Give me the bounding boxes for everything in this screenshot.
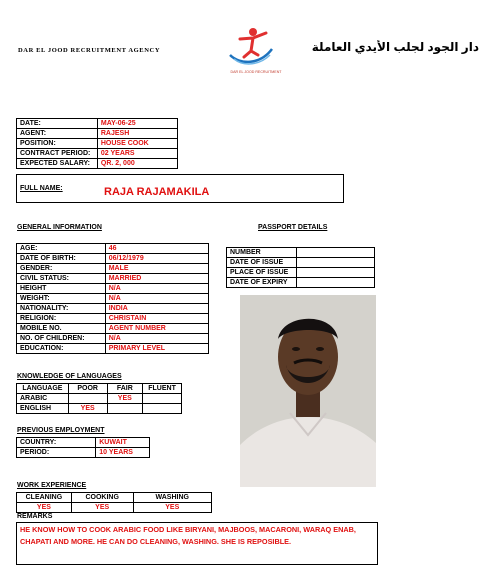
agency-logo-icon bbox=[226, 25, 274, 67]
full-name-value: RAJA RAJAMAKILA bbox=[104, 186, 210, 198]
summary-label: EXPECTED SALARY: bbox=[17, 159, 98, 169]
general-row bbox=[17, 304, 209, 314]
general-label: EDUCATION: bbox=[17, 344, 106, 354]
general-value: MALE bbox=[105, 264, 208, 274]
column-header: COOKING bbox=[71, 493, 133, 503]
applicant-photo bbox=[240, 295, 376, 487]
general-label: NATIONALITY: bbox=[17, 304, 106, 314]
general-row bbox=[17, 284, 209, 294]
general-value: CHRISTAIN bbox=[105, 314, 208, 324]
passport-row bbox=[227, 258, 375, 268]
general-label: WEIGHT: bbox=[17, 294, 106, 304]
column-header: FAIR bbox=[107, 384, 143, 394]
summary-value: HOUSE COOK bbox=[97, 139, 177, 149]
general-label: AGE: bbox=[17, 244, 106, 254]
summary-value: 02 YEARS bbox=[97, 149, 177, 159]
language-name: ARABIC bbox=[17, 394, 69, 404]
passport-value bbox=[296, 258, 374, 268]
language-row bbox=[17, 404, 182, 414]
summary-row bbox=[17, 139, 178, 149]
languages-header-row bbox=[17, 384, 182, 394]
summary-value: MAY-06-25 bbox=[97, 119, 177, 129]
language-fair: YES bbox=[107, 394, 143, 404]
passport-details-title: PASSPORT DETAILS bbox=[258, 224, 328, 231]
agency-name-arabic: دار الجود لجلب الأيدي العاملة bbox=[312, 40, 479, 54]
language-fluent bbox=[143, 404, 182, 414]
passport-label: NUMBER bbox=[227, 248, 297, 258]
general-row bbox=[17, 344, 209, 354]
experience-value-row bbox=[17, 503, 212, 513]
general-row bbox=[17, 294, 209, 304]
column-header: FLUENT bbox=[143, 384, 182, 394]
summary-row bbox=[17, 159, 178, 169]
passport-label: DATE OF ISSUE bbox=[227, 258, 297, 268]
remarks-title: REMARKS bbox=[17, 513, 53, 520]
employment-label: COUNTRY: bbox=[17, 438, 96, 448]
general-row bbox=[17, 254, 209, 264]
experience-value: YES bbox=[17, 503, 72, 513]
language-fair bbox=[107, 404, 143, 414]
passport-table bbox=[226, 247, 375, 288]
agency-name-english: DAR EL JOOD RECRUITMENT AGENCY bbox=[18, 47, 161, 54]
general-info-table bbox=[16, 243, 209, 354]
column-header: POOR bbox=[68, 384, 107, 394]
employment-title: PREVIOUS EMPLOYMENT bbox=[17, 427, 105, 434]
experience-value: YES bbox=[71, 503, 133, 513]
summary-row bbox=[17, 119, 178, 129]
experience-value: YES bbox=[133, 503, 211, 513]
general-value: INDIA bbox=[105, 304, 208, 314]
general-label: RELIGION: bbox=[17, 314, 106, 324]
general-label: HEIGHT bbox=[17, 284, 106, 294]
general-value: PRIMARY LEVEL bbox=[105, 344, 208, 354]
employment-value: KUWAIT bbox=[96, 438, 150, 448]
passport-label: DATE OF EXPIRY bbox=[227, 278, 297, 288]
summary-table bbox=[16, 118, 178, 169]
employment-table bbox=[16, 437, 150, 458]
summary-label: DATE: bbox=[17, 119, 98, 129]
employment-row bbox=[17, 448, 150, 458]
language-fluent bbox=[143, 394, 182, 404]
full-name-label: FULL NAME: bbox=[20, 185, 63, 192]
language-poor: YES bbox=[68, 404, 107, 414]
language-row bbox=[17, 394, 182, 404]
logo-caption: DAR EL JOOD RECRUITMENT bbox=[230, 70, 282, 74]
language-poor bbox=[68, 394, 107, 404]
employment-row bbox=[17, 438, 150, 448]
passport-value bbox=[296, 248, 374, 258]
general-value: AGENT NUMBER bbox=[105, 324, 208, 334]
passport-label: PLACE OF ISSUE bbox=[227, 268, 297, 278]
passport-row bbox=[227, 268, 375, 278]
summary-row bbox=[17, 129, 178, 139]
general-value: 46 bbox=[105, 244, 208, 254]
general-value: 06/12/1979 bbox=[105, 254, 208, 264]
general-info-title: GENERAL INFORMATION bbox=[17, 224, 102, 231]
language-name: ENGLISH bbox=[17, 404, 69, 414]
general-label: NO. OF CHILDREN: bbox=[17, 334, 106, 344]
general-value: N/A bbox=[105, 284, 208, 294]
summary-row bbox=[17, 149, 178, 159]
general-row bbox=[17, 274, 209, 284]
passport-row bbox=[227, 278, 375, 288]
general-label: GENDER: bbox=[17, 264, 106, 274]
experience-header-row bbox=[17, 493, 212, 503]
general-label: DATE OF BIRTH: bbox=[17, 254, 106, 264]
passport-value bbox=[296, 278, 374, 288]
general-label: CIVIL STATUS: bbox=[17, 274, 106, 284]
column-header: CLEANING bbox=[17, 493, 72, 503]
languages-title: KNOWLEDGE OF LANGUAGES bbox=[17, 373, 122, 380]
remarks-text: HE KNOW HOW TO COOK ARABIC FOOD LIKE BIRYANI, MAJBOOS, MACARONI, WARAQ ENAB, CHAPATI AND MORE. HE CAN DO CLEANING, WASHING. SHE IS REPOSIBLE. bbox=[20, 525, 356, 546]
experience-table bbox=[16, 492, 212, 513]
passport-value bbox=[296, 268, 374, 278]
summary-value: QR. 2, 000 bbox=[97, 159, 177, 169]
employment-value: 10 YEARS bbox=[96, 448, 150, 458]
languages-table bbox=[16, 383, 182, 414]
general-label: MOBILE NO. bbox=[17, 324, 106, 334]
general-row bbox=[17, 264, 209, 274]
general-value: MARRIED bbox=[105, 274, 208, 284]
employment-label: PERIOD: bbox=[17, 448, 96, 458]
summary-value: RAJESH bbox=[97, 129, 177, 139]
general-value: N/A bbox=[105, 294, 208, 304]
passport-row bbox=[227, 248, 375, 258]
experience-title: WORK EXPERIENCE bbox=[17, 482, 87, 489]
column-header: WASHING bbox=[133, 493, 211, 503]
general-row bbox=[17, 324, 209, 334]
summary-label: AGENT: bbox=[17, 129, 98, 139]
general-row bbox=[17, 314, 209, 324]
general-row bbox=[17, 244, 209, 254]
general-row bbox=[17, 334, 209, 344]
summary-label: CONTRACT PERIOD: bbox=[17, 149, 98, 159]
general-value: N/A bbox=[105, 334, 208, 344]
summary-label: POSITION: bbox=[17, 139, 98, 149]
column-header: LANGUAGE bbox=[17, 384, 69, 394]
